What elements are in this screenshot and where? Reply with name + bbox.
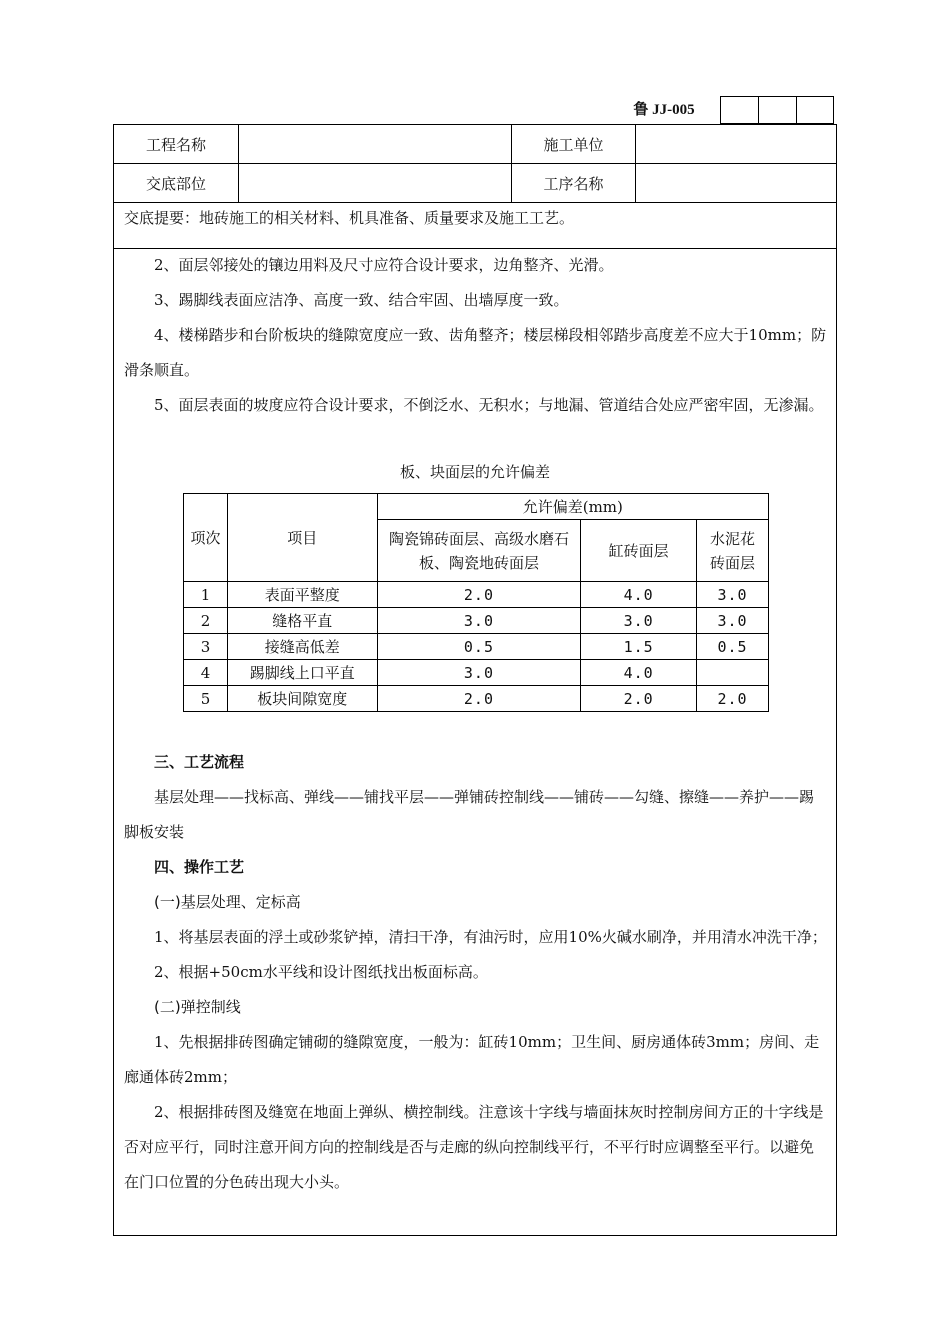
table-row [184,686,769,712]
code-box [758,96,796,124]
section3-title: 三、工艺流程 [154,753,245,771]
process-value [635,164,836,202]
row-a: 3.0 [377,660,581,686]
contractor-label: 施工单位 [511,125,635,163]
section4-sub2-p1: 1、先根据排砖图确定铺砌的缝隙宽度，一般为：缸砖10mm；卫生间、厨房通体砖3mm；房间、走廊通体砖2mm； [124,1033,820,1086]
section3-text: 基层处理——找标高、弹线——铺找平层——弹铺砖控制线——铺砖——勾缝、擦缝——养护——踢脚板安装 [124,788,815,841]
deviation-table [183,493,769,712]
quality-item: 3、踢脚线表面应洁净、高度一致、结合牢固、出墙厚度一致。 [154,291,569,309]
process-sections [124,745,828,1200]
quality-item: 5、面层表面的坡度应符合设计要求，不倒泛水、无积水；与地漏、管道结合处应严密牢固，无渗漏。 [154,396,824,414]
table-row [184,582,769,608]
row-item: 踢脚线上口平直 [227,660,377,686]
col-item-header: 项目 [227,494,377,582]
section4-sub2-title: (二)弹控制线 [154,998,241,1016]
row-b: 4.0 [581,660,697,686]
row-c: 0.5 [697,634,769,660]
process-label: 工序名称 [511,164,635,202]
document-code: 鲁 JJ-005 [633,102,695,118]
row-item: 板块间隙宽度 [227,686,377,712]
row-b: 4.0 [581,582,697,608]
table-row [184,608,769,634]
row-a: 3.0 [377,608,581,634]
row-a: 2.0 [377,582,581,608]
quality-item: 2、面层邻接处的镶边用料及尺寸应符合设计要求，边角整齐、光滑。 [154,256,614,274]
row-b: 3.0 [581,608,697,634]
row-no: 4 [184,660,228,686]
code-box [720,96,758,124]
header-row-1 [114,125,836,164]
row-no: 1 [184,582,228,608]
disclosure-form [113,124,837,1236]
col-a-header: 陶瓷锦砖面层、高级水磨石板、陶瓷地砖面层 [377,520,581,582]
row-no: 3 [184,634,228,660]
row-item: 接缝高低差 [227,634,377,660]
section4-title: 四、操作工艺 [154,858,245,876]
row-b: 2.0 [581,686,697,712]
col-b-header: 缸砖面层 [581,520,697,582]
project-name-value [238,125,511,163]
disclosure-summary: 交底提要：地砖施工的相关材料、机具准备、质量要求及施工工艺。 [114,203,836,249]
code-box [796,96,834,124]
quality-items [124,248,828,423]
part-value [238,164,511,202]
section4-sub1-p2: 2、根据+50cm水平线和设计图纸找出板面标高。 [154,963,488,981]
row-item: 表面平整度 [227,582,377,608]
table-caption: 板、块面层的允许偏差 [399,463,550,481]
section4-sub1-p1: 1、将基层表面的浮土或砂浆铲掉，清扫干净，有油污时，应用10%火碱水刷净，并用清水冲洗干净； [154,928,827,946]
project-name-label: 工程名称 [145,135,206,154]
section4-sub2-p2: 2、根据排砖图及缝宽在地面上弹纵、横控制线。注意该十字线与墙面抹灰时控制房间方正的十字线是否对应平行，同时注意开间方向的控制线是否与走廊的纵向控制线平行，不平行时应调整至平行。以避免在门口位置的分色砖出现大小头。 [124,1103,824,1191]
row-a: 0.5 [377,634,581,660]
col-c-header: 水泥花砖面层 [697,520,769,582]
row-b: 1.5 [581,634,697,660]
quality-item: 4、楼梯踏步和台阶板块的缝隙宽度应一致、齿角整齐；楼层梯段相邻踏步高度差不应大于10mm；防滑条顺直。 [124,326,827,379]
section4-sub1-title: (一)基层处理、定标高 [154,893,301,911]
row-a: 2.0 [377,686,581,712]
row-c: 2.0 [697,686,769,712]
row-no: 5 [184,686,228,712]
header-row-2 [114,164,836,203]
table-row [184,660,769,686]
part-label: 交底部位 [145,174,206,193]
contractor-value [635,125,836,163]
table-row [184,634,769,660]
col-index-header: 项次 [184,494,228,582]
row-item: 缝格平直 [227,608,377,634]
document-code-row [608,96,834,124]
row-c [697,660,769,686]
row-c: 3.0 [697,582,769,608]
col-group-header: 允许偏差(mm) [377,494,768,520]
row-no: 2 [184,608,228,634]
row-c: 3.0 [697,608,769,634]
